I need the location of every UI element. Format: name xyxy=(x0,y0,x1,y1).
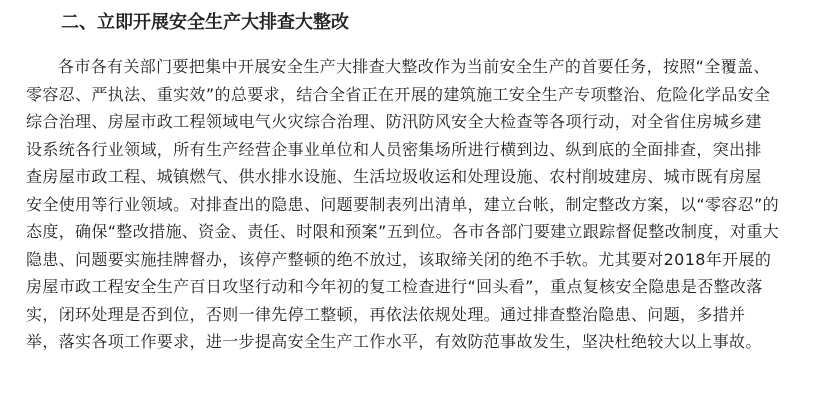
paragraph-line: 综合治理、房屋市政工程领域电气火灾综合治理、防汛防风安全大检查等各项行动，对全省住房城乡建 xyxy=(26,112,762,131)
section-paragraph xyxy=(26,53,826,356)
paragraph-line: 举，落实各项工作要求，进一步提高安全生产工作水平，有效防范事故发生，坚决杜绝较大以上事故。 xyxy=(26,332,762,351)
paragraph-line: 查房屋市政工程、城镇燃气、供水排水设施、生活垃圾收运和处理设施、农村削坡建房、城市既有房屋 xyxy=(26,167,762,186)
paragraph-line: 各市各有关部门要把集中开展安全生产大排查大整改作为当前安全生产的首要任务，按照“全覆盖、 xyxy=(58,57,770,76)
paragraph-line: 零容忍、严执法、重实效”的总要求，结合全省正在开展的建筑施工安全生产专项整治、危险化学品安全 xyxy=(26,84,771,104)
paragraph-line: 房屋市政工程安全生产百日攻坚行动和今年初的复工检查进行“回头看”，重点复核安全隐患是否整改落 xyxy=(26,277,763,296)
paragraph-line: 安全使用等行业领域。对排查出的隐患、问题要制表列出清单，建立台帐，制定整改方案，以“零容忍”的 xyxy=(26,194,780,214)
paragraph-line: 态度，确保“整改措施、资金、责任、时限和预案”五到位。各市各部门要建立跟踪督促整改制度，对重大 xyxy=(26,222,780,241)
paragraph-line: 实，闭环处理是否到位，否则一律先停工整顿，再依法依规处理。通过排查整治隐患、问题，多措并 xyxy=(26,304,746,324)
paragraph-line: 隐患、问题要实施挂牌督办，该停产整顿的绝不放过，该取缔关闭的绝不手软。尤其要对2018年开展的 xyxy=(26,249,772,269)
paragraph-line: 设系统各行业领域，所有生产经营企事业单位和人员密集场所进行横到边、纵到底的全面排查，突出排 xyxy=(26,139,762,159)
section-heading: 二、立即开展安全生产大排查大整改 xyxy=(61,12,349,33)
